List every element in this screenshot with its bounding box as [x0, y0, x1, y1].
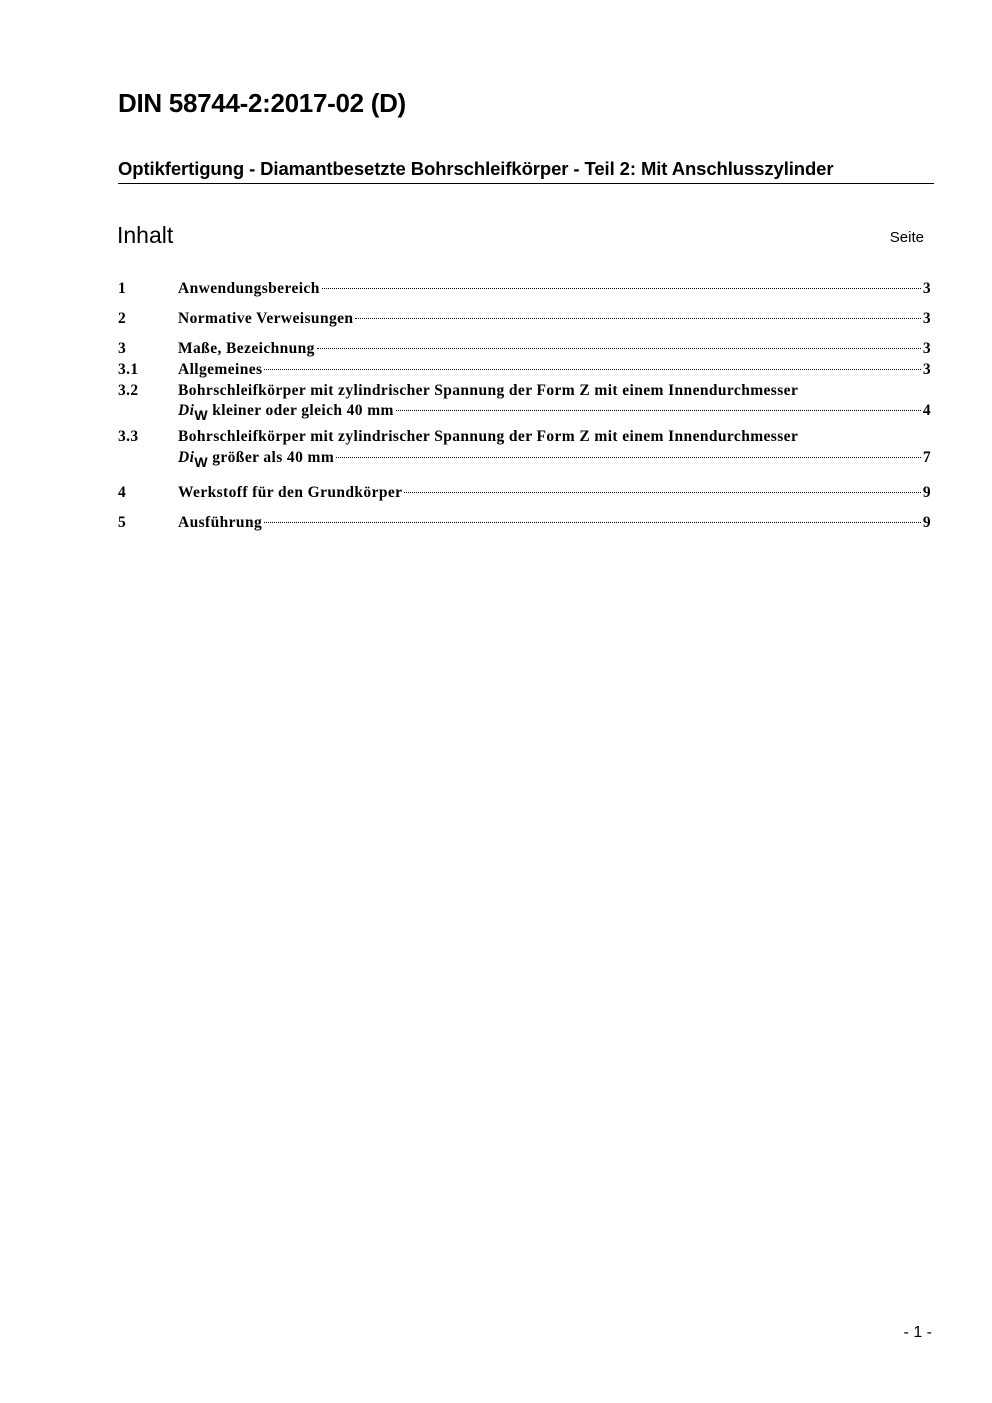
toc-entry-page: 3 — [922, 361, 931, 378]
dot-leader — [264, 521, 921, 523]
dot-leader — [317, 347, 921, 349]
toc-entry-number: 3 — [118, 340, 127, 357]
symbol-di: Di — [178, 402, 195, 419]
toc-entry-title: Allgemeines — [178, 361, 263, 378]
document-number: DIN 58744-2:2017-02 (D) — [118, 88, 406, 118]
dot-leader — [322, 287, 921, 289]
toc-heading: Inhalt — [117, 222, 174, 248]
toc-entry-page: 4 — [922, 402, 931, 419]
toc-entry-page: 3 — [922, 280, 931, 297]
dot-leader — [264, 368, 920, 370]
dot-leader — [355, 317, 920, 319]
symbol-subscript: W — [194, 454, 208, 470]
toc-entry-number: 3.3 — [118, 428, 139, 445]
symbol-di: Di — [178, 449, 195, 466]
toc-entry-title: Ausführung — [178, 514, 263, 531]
toc-page-label: Seite — [889, 229, 924, 246]
toc-entry-page: 3 — [922, 310, 931, 327]
toc-entry-number: 1 — [118, 280, 127, 297]
dot-leader — [396, 409, 921, 411]
toc-entry-number: 2 — [118, 310, 127, 327]
document-title: Optikfertigung - Diamantbesetzte Bohrschleifkörper - Teil 2: Mit Anschlusszylinder — [118, 158, 934, 184]
toc-entry-page: 7 — [922, 449, 931, 466]
toc-entry-number: 3.2 — [118, 382, 139, 399]
symbol-subscript: W — [194, 407, 208, 423]
toc-entry-page: 3 — [922, 340, 931, 357]
toc-entry-title: Werkstoff für den Grundkörper — [178, 484, 403, 501]
toc-entry-title-line1: Bohrschleifkörper mit zylindrischer Spannung der Form Z mit einem Innendurchmesser — [178, 428, 799, 445]
toc-entry-title: Maße, Bezeichnung — [178, 340, 315, 357]
dot-leader — [336, 456, 921, 458]
toc-entry-title-line2: kleiner oder gleich 40 mm — [212, 402, 394, 419]
toc-entry-title-line2: größer als 40 mm — [212, 449, 335, 466]
toc-entry-title: Anwendungsbereich — [178, 280, 320, 297]
toc-entry-number: 3.1 — [118, 361, 139, 378]
toc-entry-page: 9 — [922, 514, 931, 531]
toc-entry-title: Normative Verweisungen — [178, 310, 354, 327]
toc-entry-page: 9 — [922, 484, 931, 501]
toc-entry-number: 5 — [118, 514, 127, 531]
page-number: - 1 - — [903, 1324, 932, 1341]
toc-entry-number: 4 — [118, 484, 127, 501]
dot-leader — [404, 491, 920, 493]
toc-entry-title-line1: Bohrschleifkörper mit zylindrischer Spannung der Form Z mit einem Innendurchmesser — [178, 382, 799, 399]
